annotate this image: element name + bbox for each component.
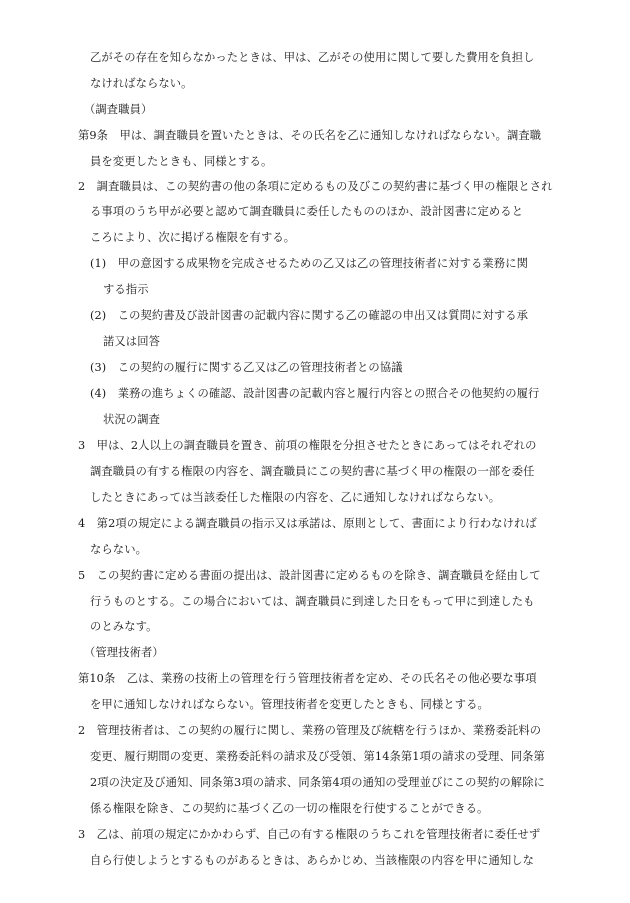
text-line: のとみなす。 — [90, 620, 158, 633]
text-line: を甲に通知しなければならない。管理技術者を変更したときも、同様とする。 — [90, 698, 489, 711]
text-line: 状況の調査 — [103, 413, 160, 426]
text-line: 乙がその存在を知らなかったときは、甲は、乙がその使用に関して要した費用を負担し — [90, 51, 535, 64]
text-line: ころにより、次に掲げる権限を有する。 — [90, 231, 296, 244]
section-heading: （調査職員） — [84, 103, 153, 116]
text-line: る事項のうち甲が必要と認めて調査職員に委任したもののほか、設計図書に定めると — [90, 205, 524, 218]
list-item-line: (1) 甲の意図する成果物を完成させるための乙又は乙の管理技術者に対する業務に関 — [90, 257, 528, 270]
paragraph-line: 3 甲は、2人以上の調査職員を置き、前項の権限を分担させたときにあってはそれぞれの — [78, 439, 537, 452]
list-item-line: (3) この契約の履行に関する乙又は乙の管理技術者との協議 — [90, 361, 403, 374]
section-heading: （管理技術者） — [84, 646, 164, 659]
text-line: なければならない。 — [90, 77, 193, 90]
list-item-line: (2) この契約書及び設計図書の記載内容に関する乙の確認の申出又は質問に対する承 — [90, 309, 528, 322]
text-line: 行うものとする。この場合においては、調査職員に到達した日をもって甲に到達したも — [90, 595, 535, 608]
paragraph-line: 2 調査職員は、この契約書の他の条項に定めるもの及びこの契約書に基づく甲の権限とされ — [78, 180, 553, 193]
paragraph-line: 4 第2項の規定による調査職員の指示又は承諾は、原則として、書面により行わなければ — [78, 517, 537, 530]
paragraph-line: 3 乙は、前項の規定にかかわらず、自己の有する権限のうちこれを管理技術者に委任せず — [78, 828, 541, 841]
text-line: したときにあっては当該委任した権限の内容を、乙に通知しなければならない。 — [90, 491, 501, 504]
paragraph-line: 5 この契約書に定める書面の提出は、設計図書に定めるものを除き、調査職員を経由して — [78, 569, 541, 582]
list-item-line: (4) 業務の進ちょくの確認、設計図書の記載内容と履行内容との照合その他契約の履行 — [90, 387, 540, 400]
article-line: 第10条 乙は、業務の技術上の管理を行う管理技術者を定め、その氏名その他必要な事項 — [78, 672, 537, 685]
text-line: する指示 — [103, 283, 149, 296]
text-line: 自ら行使しようとするものがあるときは、あらかじめ、当該権限の内容を甲に通知しな — [90, 854, 535, 867]
text-line: 員を変更したときも、同様とする。 — [90, 155, 273, 168]
text-line: 調査職員の有する権限の内容を、調査職員にこの契約書に基づく甲の権限の一部を委任 — [90, 465, 535, 478]
article-line: 第9条 甲は、調査職員を置いたときは、その氏名を乙に通知しなければならない。調査職 — [78, 129, 542, 142]
text-line: 変更、履行期間の変更、業務委託料の請求及び受領、第14条第1項の請求の受理、同条第 — [90, 750, 545, 763]
text-line: ならない。 — [90, 543, 147, 556]
text-line: 諾又は回答 — [103, 335, 160, 348]
paragraph-line: 2 管理技術者は、この契約の履行に関し、業務の管理及び統轄を行うほか、業務委託料の — [78, 724, 542, 737]
text-line: 係る権限を除き、この契約に基づく乙の一切の権限を行使することができる。 — [90, 802, 489, 815]
text-line: 2項の決定及び通知、同条第3項の請求、同条第4項の通知の受理並びにこの契約の解除に — [90, 776, 545, 789]
